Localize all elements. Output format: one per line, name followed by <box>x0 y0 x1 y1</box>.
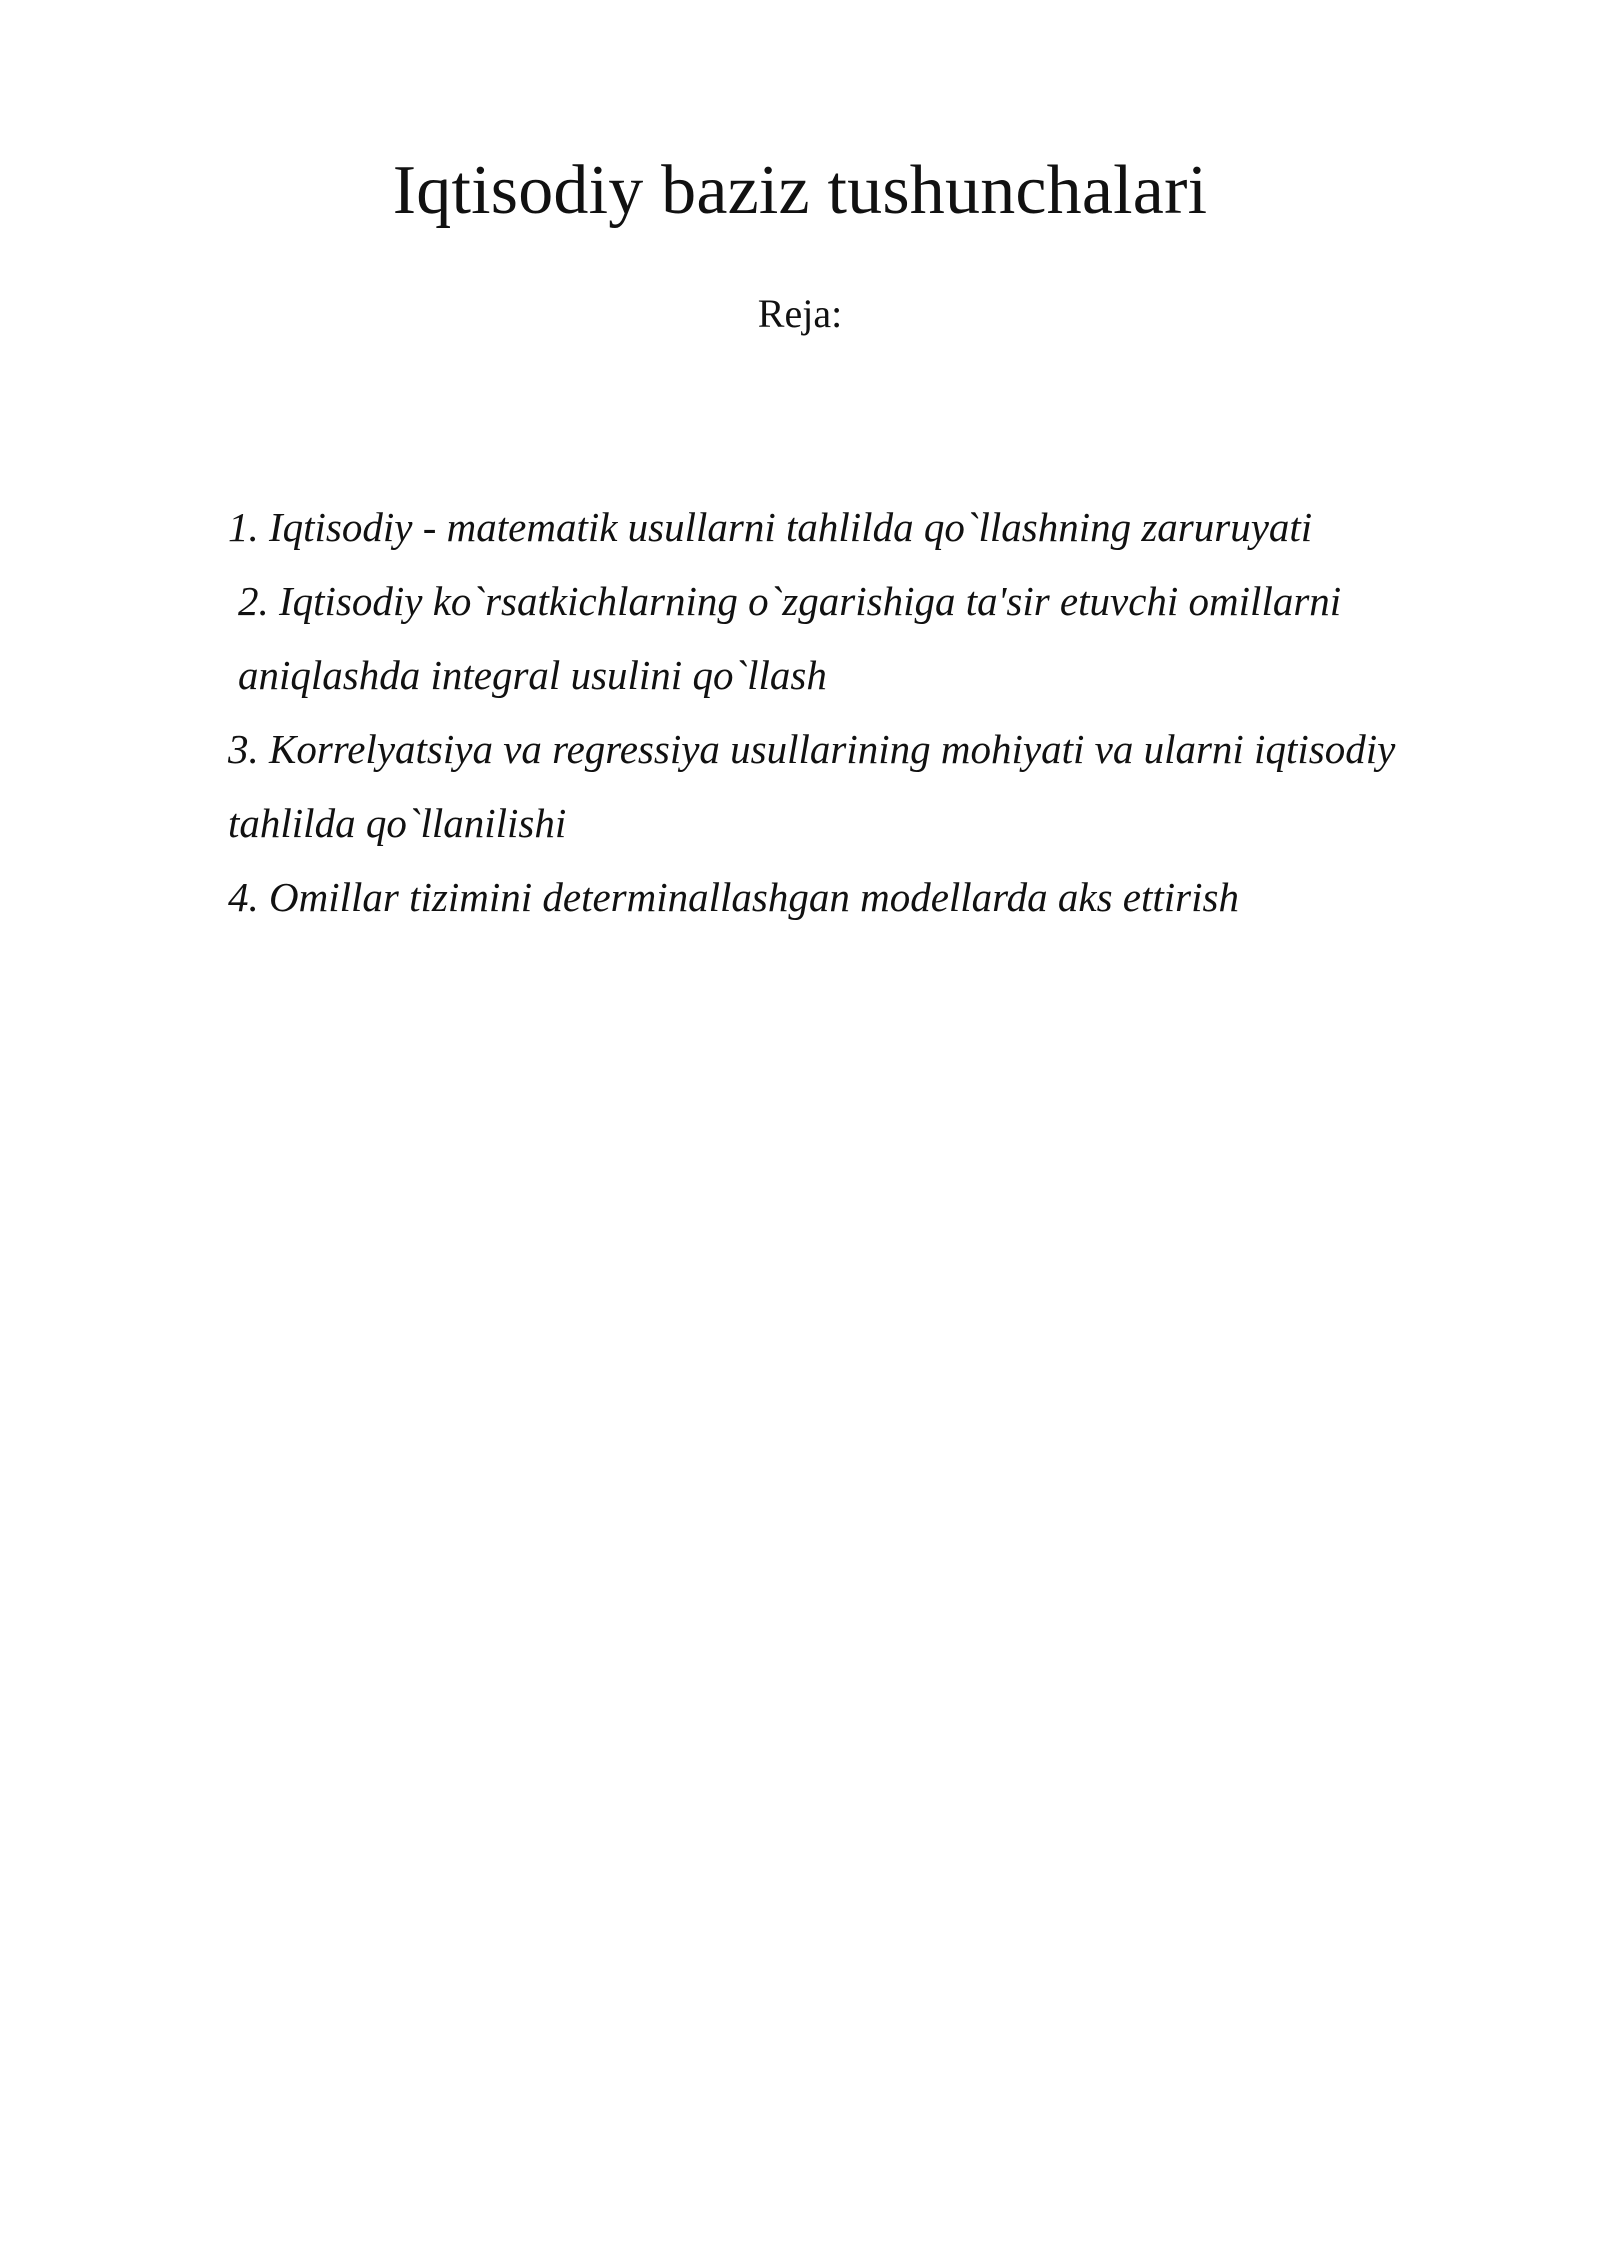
plan-item-2: 2. Iqtisodiy ko`rsatkichlarning o`zgarishiga ta'sir etuvchi omillarni aniqlashda integral usulini qo`llash <box>238 578 1352 698</box>
page-title: Iqtisodiy baziz tushunchalari <box>392 152 1208 229</box>
plan-item-3: 3. Korrelyatsiya va regressiya usullarining mohiyati va ularni iqtisodiy tahlilda qo`llanilishi <box>228 726 1406 846</box>
plan-list <box>228 490 1488 934</box>
plan-item-4: 4. Omillar tizimini determinallashgan modellarda aks ettirish <box>228 874 1239 920</box>
plan-heading: Reja: <box>757 291 843 336</box>
plan-item-1: 1. Iqtisodiy - matematik usullarni tahlilda qo`llashning zaruruyati <box>228 504 1313 550</box>
